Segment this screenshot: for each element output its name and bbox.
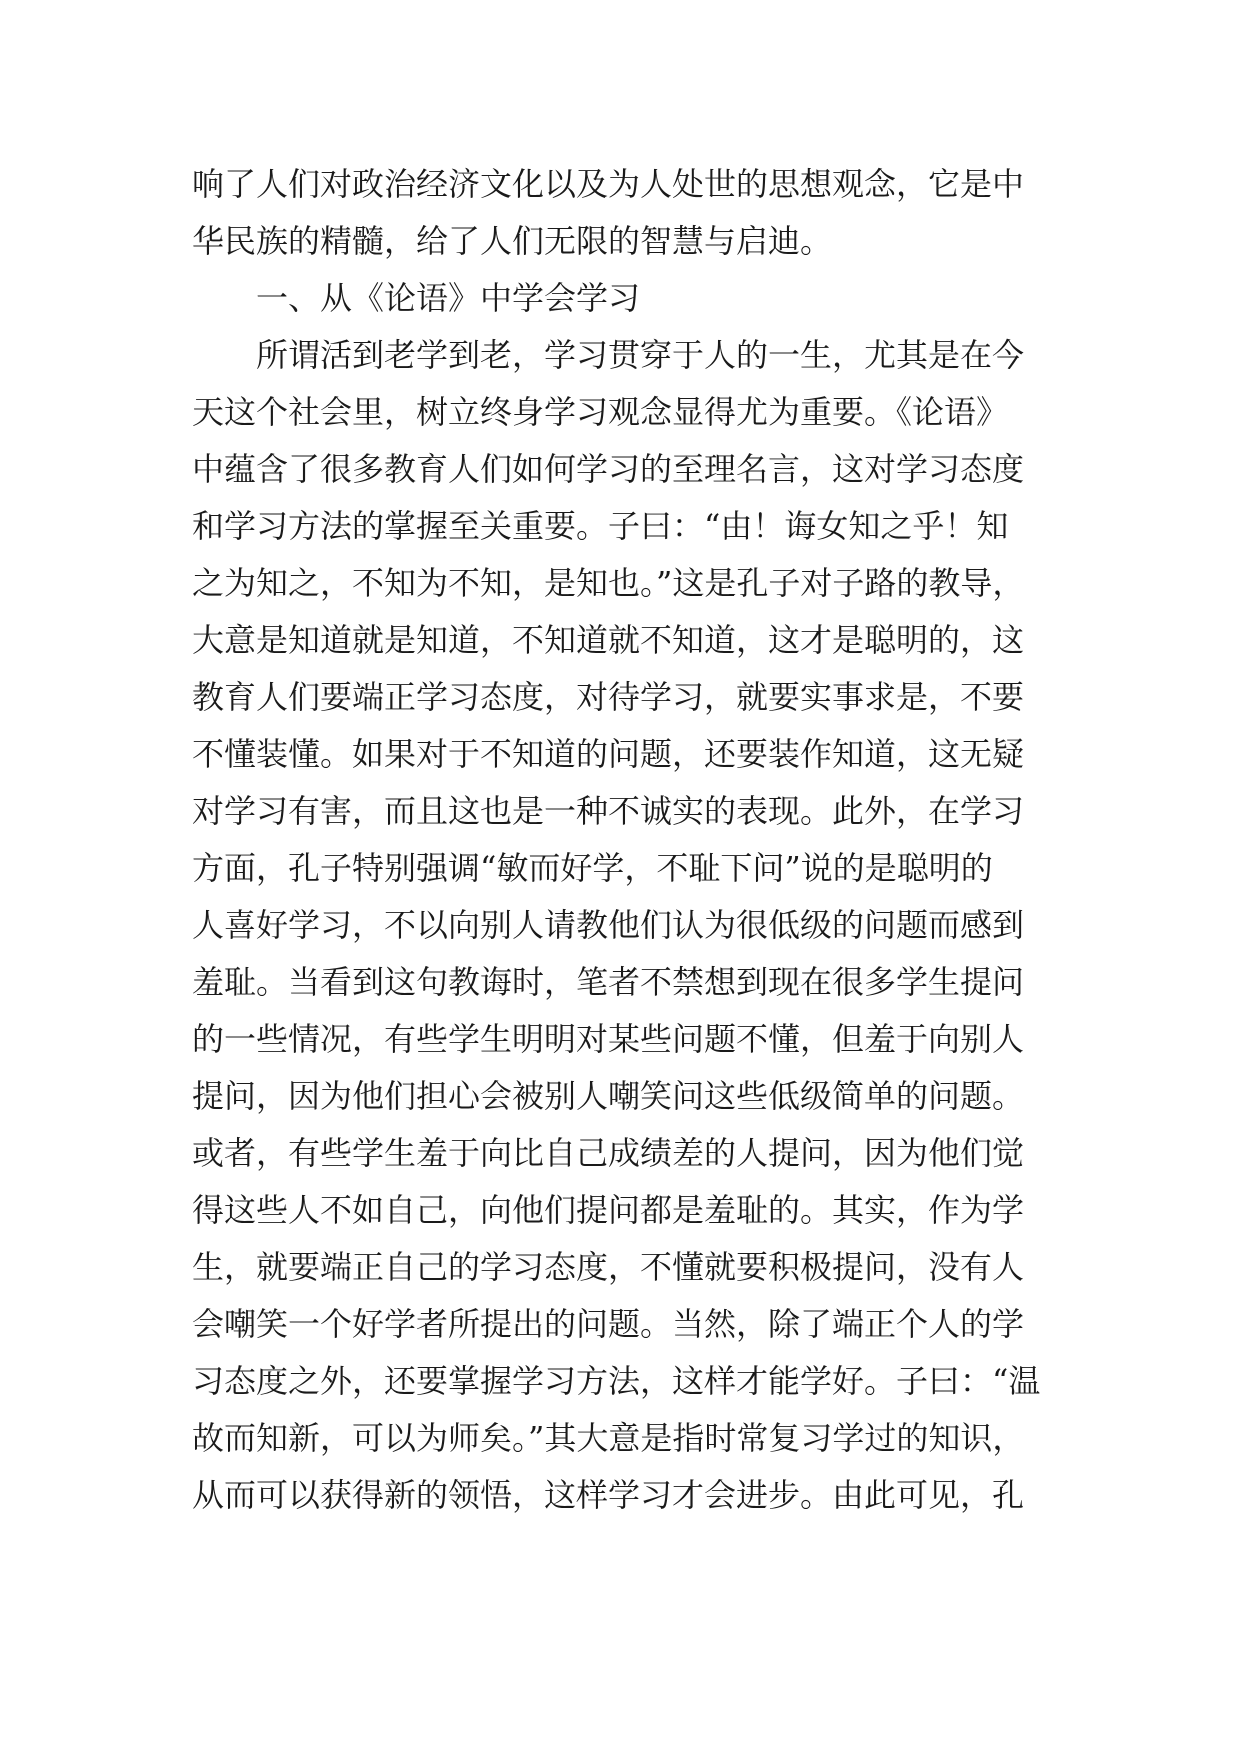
text-line: 教育人们要端正学习态度，对待学习，就要实事求是，不要 xyxy=(192,678,1025,716)
text-line: 不懂装懂。如果对于不知道的问题，还要装作知道，这无疑 xyxy=(192,735,1025,773)
text-line: 羞耻。当看到这句教诲时，笔者不禁想到现在很多学生提问 xyxy=(192,963,1025,1001)
text-line: 对学习有害，而且这也是一种不诚实的表现。此外，在学习 xyxy=(192,792,1025,830)
text-line: 从而可以获得新的领悟，这样学习才会进步。由此可见，孔 xyxy=(192,1476,1025,1514)
text-line: 和学习方法的掌握至关重要。子曰：“由！诲女知之乎！知 xyxy=(192,507,1009,545)
text-line: 提问，因为他们担心会被别人嘲笑问这些低级简单的问题。 xyxy=(192,1077,1025,1115)
text-line: 方面，孔子特别强调“敏而好学，不耻下问”说的是聪明的 xyxy=(192,849,993,887)
text-line: 习态度之外，还要掌握学习方法，这样才能学好。子曰：“温 xyxy=(192,1362,1041,1400)
section-heading: 一、从《论语》中学会学习 xyxy=(256,279,641,317)
text-line: 大意是知道就是知道，不知道就不知道，这才是聪明的，这 xyxy=(192,621,1025,659)
text-line: 中蕴含了很多教育人们如何学习的至理名言，这对学习态度 xyxy=(192,450,1025,488)
text-line: 的一些情况，有些学生明明对某些问题不懂，但羞于向别人 xyxy=(192,1020,1025,1058)
text-line: 之为知之，不知为不知，是知也。”这是孔子对子路的教导， xyxy=(192,564,1025,602)
text-line: 华民族的精髓，给了人们无限的智慧与启迪。 xyxy=(192,222,833,260)
text-line: 故而知新，可以为师矣。”其大意是指时常复习学过的知识， xyxy=(192,1419,1025,1457)
text-line: 生，就要端正自己的学习态度，不懂就要积极提问，没有人 xyxy=(192,1248,1025,1286)
text-line: 会嘲笑一个好学者所提出的问题。当然，除了端正个人的学 xyxy=(192,1305,1025,1343)
paragraph-first-line: 所谓活到老学到老，学习贯穿于人的一生，尤其是在今 xyxy=(256,336,1025,374)
text-line: 响了人们对政治经济文化以及为人处世的思想观念，它是中 xyxy=(192,165,1025,203)
text-line: 得这些人不如自己，向他们提问都是羞耻的。其实，作为学 xyxy=(192,1191,1025,1229)
text-line: 天这个社会里，树立终身学习观念显得尤为重要。《论语》 xyxy=(192,393,1009,431)
text-line: 或者，有些学生羞于向比自己成绩差的人提问，因为他们觉 xyxy=(192,1134,1025,1172)
text-line: 人喜好学习，不以向别人请教他们认为很低级的问题而感到 xyxy=(192,906,1025,944)
body-text xyxy=(192,156,1072,1524)
